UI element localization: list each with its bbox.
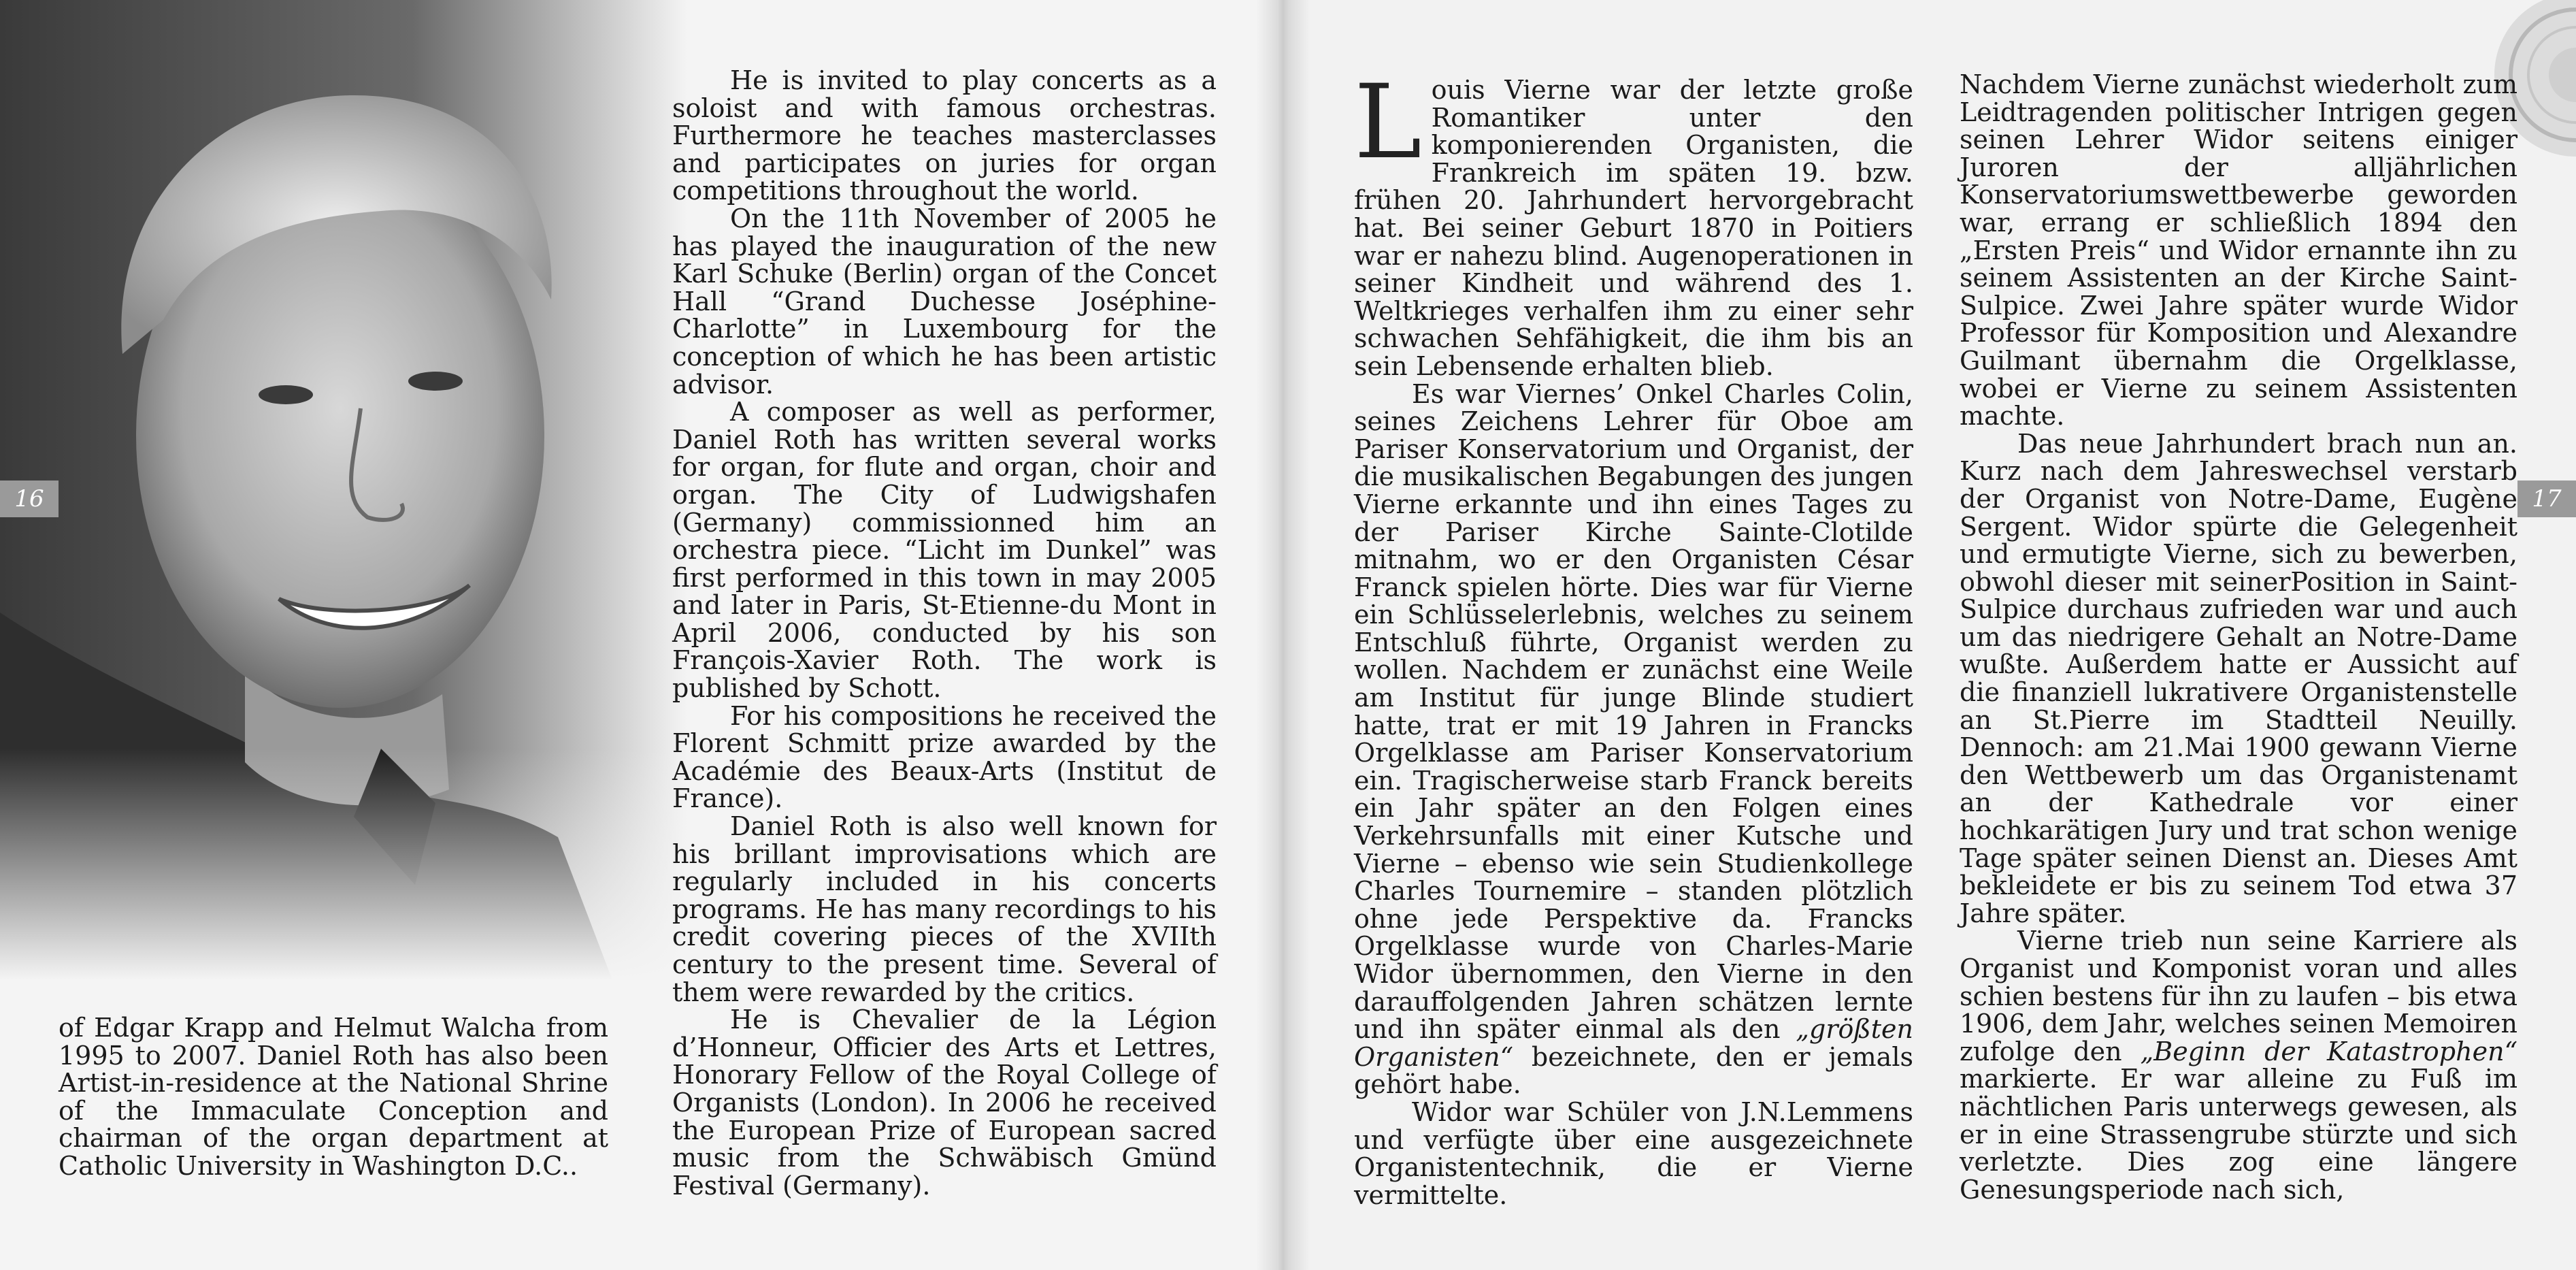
german-column-left [1354,63,1913,1210]
english-column-under-portrait [59,1014,608,1180]
paragraph-prize: For his compositions he received the Florent Schmitt prize awarded by the Académie des Beaux-Arts (Institut de France). [672,700,1217,814]
paragraph-concerts: He is invited to play concerts as a soloist and with famous orchestras. Furthermore he teaches masterclasses and participates on juries for organ competitions throughout the world. [672,65,1217,206]
paragraph-continuation: of Edgar Krapp and Helmut Walcha from 1995 to 2007. Daniel Roth has also been Artist-in-residence at the National Shrine of the Immaculate Conception and chairman of the organ department at Catholic University in Washington D.C.. [59,1013,608,1181]
paragraph-karriere-end: markierte. Er war alleine zu Fuß im nächtlichen Paris unterwegs gewesen, als er in eine Strassengrube stürzte und sich verletzte. Dies zog eine längere Genesungsperiode nach sich, [1960,1064,2517,1205]
german-column-right [1960,71,2517,1203]
paragraph-honors: He is Chevalier de la Légion d’Honneur, Officier des Arts et Lettres, Honorary Fellow of the Royal College of Organists (London). In 2006 he received the European Prize of European sacred music from the Schwäbisch Gmünd Festival (Germany). [672,1005,1217,1201]
english-column-main [672,67,1217,1199]
left-page [0,0,1279,1270]
page-number-right: 17 [2517,481,2576,517]
paragraph-karriere [1960,927,2517,1203]
paragraph-intro [1354,63,1913,381]
paragraph-colin-end: bezeichnete, den er jemals gehört habe. [1354,1041,1913,1100]
paragraph-widor: Widor war Schüler von J.N.Lemmens und verfügte über eine ausgezeichnete Organistentechnik, die er Vierne vermittelte. [1354,1096,1913,1210]
paragraph-intro-text: ouis Vierne war der letzte große Romantiker unter den komponierenden Organisten, die Frankreich im späten 19. bzw. frühen 20. Jahrhundert hervorgebracht hat. Bei seiner Geburt 1870 in Poitiers war er nahezu blind. Augenoperationen in seiner Kindheit und während des 1. Weltkrieges verhalfen ihm zu einer sehr schwachen Sehfähigkeit, die ihm bis an sein Lebensende erhalten blieb. [1354,75,1913,381]
paragraph-colin [1354,380,1913,1098]
page-number-left: 16 [0,481,59,517]
paragraph-composer: A composer as well as performer, Daniel Roth has written several works for organ, for flute and organ, choir and organ. The City of Ludwigshafen (Germany) commissionned him an orchestra piece. “Licht im Dunkel” was first performed in this town in may 2005 and later in Paris, St-Etienne-du Mont in April 2006, conducted by his son François-Xavier Roth. The work is published by Schott. [672,397,1217,704]
portrait-photo [0,0,687,980]
paragraph-colin-text: Es war Viernes’ Onkel Charles Colin, seines Zeichens Lehrer für Oboe am Pariser Konservatorium und Organist, der die musikalischen Begabungen des jungen Vierne erkannte und ihn eines Tages zu der Pariser Kirche Sainte-Clotilde mitnahm, wo er den Organisten César Franck spielen hörte. Dies war für Vierne ein Schlüsselerlebnis, welches zu seinem Entschluß führte, Organist werden zu wollen. Nachdem er zunächst eine Weile am Institut für junge Blinde studiert hatte, trat er mit 19 Jahren in Francks Orgelklasse am Pariser Konservatorium ein. Tragischerweise starb Franck bereits ein Jahr später an den Folgen eines Verkehrsunfalls mit einer Kutsche und Vierne – ebenso wie sein Studienkollege Charles Tournemire – standen plötzlich ohne jede Perspektive da. Francks Orgelklasse wurde von Charles-Marie Widor übernommen, den Vierne in den darauffolgenden Jahren schätzen lernte und ihn später einmal als den [1354,378,1913,1045]
paragraph-inauguration: On the 11th November of 2005 he has played the inauguration of the new Karl Schuke (Berlin) organ of the Concet Hall “Grand Duchesse Joséphine-Charlotte” in Luxembourg for the conception of which he has been artistic advisor. [672,203,1217,400]
paragraph-karriere-text: Vierne trieb nun seine Karriere als Organist und Komponist voran und alles schien bestens für ihn zu laufen – bis etwa 1906, dem Jahr, welches seinen Memoiren zufolge den [1960,926,2517,1067]
book-spine [1256,0,1310,1270]
drop-cap: L [1354,63,1422,182]
paragraph-notre-dame: Das neue Jahrhundert brach nun an. Kurz nach dem Jahreswechsel verstarb der Organist von Notre-Dame, Eugène Sergent. Widor spürte die Gelegenheit und ermutigte Vierne, sich zu bewerben, obwohl dieser mit seinerPosition in Saint-Sulpice durchaus zufrieden war und auch um das niedrigere Gehalt an Notre-Dame wußte. Außerdem hatte er Aussicht auf die finanziell lukrativere Organistenstelle an St.Pierre im Stadtteil Neuilly. Dennoch: am 21.Mai 1900 gewann Vierne den Wettbewerb um das Organistenamt an der Kathedrale vor einer hochkarätigen Jury und trat schon wenige Tage später seinen Dienst an. Dieses Amt bekleidete er bis zu seinem Tod etwa 37 Jahre später. [1960,428,2517,928]
paragraph-preis: Nachdem Vierne zunächst wiederholt zum Leidtragenden politischer Intrigen gegen seinen Lehrer Widor seitens einiger Juroren der alljährlichen Konservatoriumswettbewerbe geworden war, errang er schließlich 1894 den „Ersten Preis“ und Widor ernannte ihn zu seinem Assistenten an der Kirche Saint-Sulpice. Zwei Jahre später wurde Widor Professor für Komposition und Alexandre Guilmant übernahm die Orgelklasse, wobei er Vierne zu seinem Assistenten machte. [1960,69,2517,432]
quote-groessten-organisten: „größten Organisten“ [1354,1014,1913,1072]
paragraph-improvisations: Daniel Roth is also well known for his brillant improvisations which are regularly included in his concerts programs. He has many recordings to his credit covering pieces of the XVIIth century to the present time. Several of them were rewarded by the critics. [672,811,1217,1007]
quote-beginn-katastrophen: „Beginn der Katastrophen“ [2140,1036,2517,1067]
